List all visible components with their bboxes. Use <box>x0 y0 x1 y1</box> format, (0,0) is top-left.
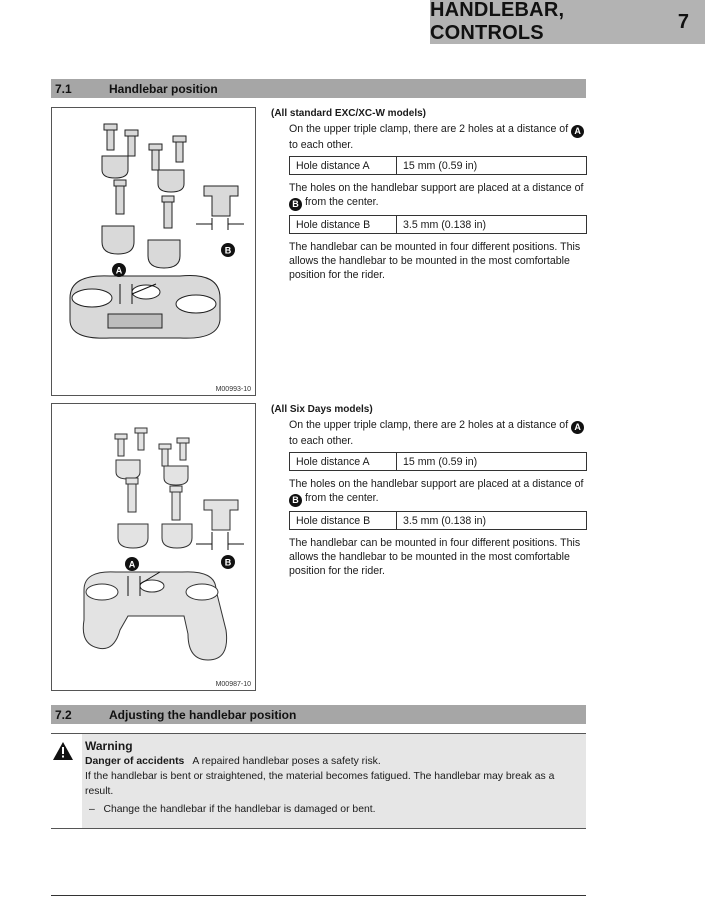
danger-label: Danger of accidents <box>85 756 185 767</box>
text-block-sixdays <box>271 403 587 582</box>
chapter-header <box>430 0 705 44</box>
figure-code: M00987-10 <box>215 681 251 688</box>
triple-clamp-illustration <box>52 108 255 395</box>
section-number: 7.1 <box>55 81 72 96</box>
footer-divider <box>51 895 586 896</box>
action-text: Change the handlebar if the handlebar is damaged or bent. <box>103 804 376 815</box>
warning-triangle-icon <box>51 734 82 764</box>
paragraph-hole-b: The holes on the handlebar support are placed at a distance of B from the center. <box>289 182 584 209</box>
spec-table-hole-a <box>289 452 587 471</box>
spec-table-hole-b <box>289 511 587 530</box>
warning-action <box>85 802 582 817</box>
spec-key: Hole distance B <box>290 216 397 234</box>
paragraph-hole-b: The holes on the handlebar support are placed at a distance of B from the center. <box>289 478 584 505</box>
callout-a-label: A <box>115 265 123 276</box>
section-heading-7-2 <box>51 705 586 724</box>
marker-a-icon: A <box>571 125 584 138</box>
paragraph-positions: The handlebar can be mounted in four different positions. This allows the handlebar to be mounted in the most comfortable position for the rider. <box>289 537 581 577</box>
marker-b-icon: B <box>289 198 302 211</box>
section-title: Adjusting the handlebar position <box>109 707 297 722</box>
dash-bullet: – <box>89 804 95 815</box>
warning-box <box>51 733 586 829</box>
spec-value: 15 mm (0.59 in) <box>397 157 587 175</box>
marker-a-icon: A <box>571 421 584 434</box>
marker-b-icon: B <box>289 494 302 507</box>
spec-value: 15 mm (0.59 in) <box>397 453 587 471</box>
spec-key: Hole distance A <box>290 157 397 175</box>
spec-value: 3.5 mm (0.138 in) <box>397 512 587 530</box>
warning-title: Warning <box>85 739 133 753</box>
callout-b-label: B <box>224 557 232 568</box>
spec-table-hole-a <box>289 156 587 175</box>
paragraph-hole-a: On the upper triple clamp, there are 2 holes at a distance of A to each other. <box>289 122 587 152</box>
section-title: Handlebar position <box>109 81 218 96</box>
model-heading: (All Six Days models) <box>271 404 373 415</box>
chapter-number: 7 <box>677 10 689 33</box>
callout-a-label: A <box>128 559 136 570</box>
paragraph-positions: The handlebar can be mounted in four different positions. This allows the handlebar to be mounted in the most comfortable position for the rider. <box>289 241 581 281</box>
warning-body: If the handlebar is bent or straightened, the material becomes fatigued. The handlebar may break as a result. <box>85 771 555 797</box>
figure-handlebar-clamps-sixdays <box>51 403 256 691</box>
chapter-title: HANDLEBAR, CONTROLS <box>430 0 565 44</box>
paragraph-hole-a: On the upper triple clamp, there are 2 holes at a distance of A to each other. <box>289 418 587 448</box>
figure-handlebar-clamps-standard <box>51 107 256 396</box>
spec-key: Hole distance A <box>290 453 397 471</box>
spec-key: Hole distance B <box>290 512 397 530</box>
section-heading-7-1 <box>51 79 586 98</box>
model-heading: (All standard EXC/XC-W models) <box>271 108 427 119</box>
danger-text: A repaired handlebar poses a safety risk. <box>192 756 381 767</box>
triple-clamp-illustration <box>52 404 255 690</box>
text-block-standard <box>271 107 587 286</box>
danger-line <box>85 754 582 769</box>
spec-value: 3.5 mm (0.138 in) <box>397 216 587 234</box>
section-number: 7.2 <box>55 707 72 722</box>
figure-code: M00993-10 <box>215 386 251 393</box>
spec-table-hole-b <box>289 215 587 234</box>
callout-b-label: B <box>224 245 232 256</box>
